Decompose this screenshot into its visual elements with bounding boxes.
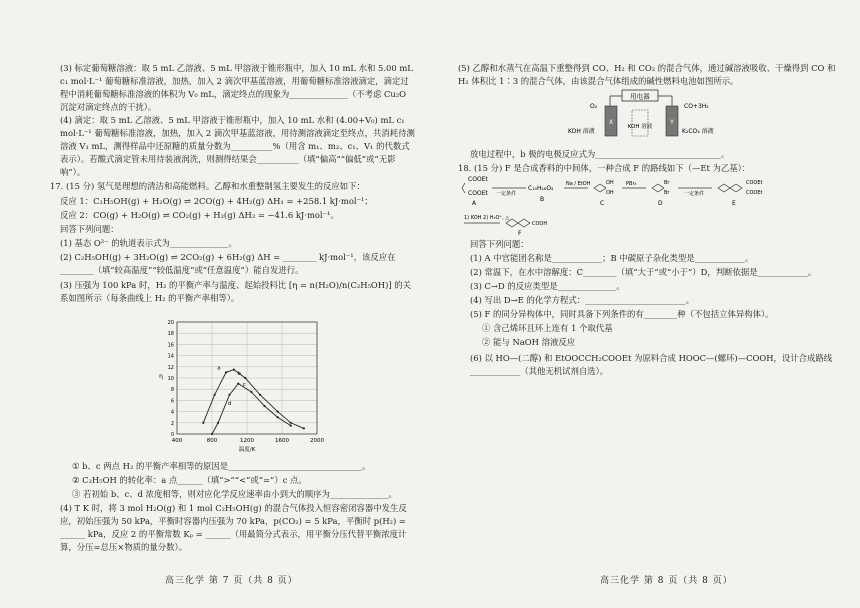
q17-title: 17. (15 分) 氢气是理想的清洁和高能燃料。乙醇和水重整制氢主要发生的反应如下： <box>50 181 365 191</box>
y-tick-label: 16 <box>167 342 174 349</box>
synthesis-scheme <box>460 175 840 237</box>
q17-3: (3) 压强为 100 kPa 时，H₂ 的平衡产率与温度、起始投料比 [η = n(H₂O)/n(C₂H₅OH)] 的关系如图所示（每条曲线上 H₂ 的平衡产率相等）。 <box>60 280 412 303</box>
label-d: D <box>658 200 663 207</box>
q17-3-c: ③ 若初始 b、c、d 浓度相等，则对应化学反应速率由小到大的顺序为______________。 <box>72 489 397 499</box>
k2co3-label: K₂CO₃ 溶液 <box>682 128 714 135</box>
koh-mid-label: KOH 溶液 <box>627 124 653 130</box>
formula-b: C₁₀H₁₈O₄ <box>528 185 554 192</box>
data-point <box>277 411 279 413</box>
y-tick-label: 0 <box>170 432 174 438</box>
data-point <box>233 369 235 371</box>
svg-text:COOEt: COOEt <box>746 180 763 186</box>
q17-5-end: 放电过程中，b 极的电极反应式为______________________________。 <box>470 149 730 159</box>
label-f: F <box>518 230 522 237</box>
q18-answer-prompt: 回答下列问题： <box>470 239 529 249</box>
data-point <box>225 371 227 373</box>
q18-5: (5) F 的同分异构体中，同时具备下列条件的有________种（不包括立体异构体）。 <box>470 309 774 319</box>
reaction-2: 反应 2：CO(g) + H₂O(g) ⇌ CO₂(g) + H₂(g) ΔH₂ = −41.6 kJ·mol⁻¹。 <box>60 210 339 220</box>
data-point <box>277 416 279 418</box>
x-tick-label: 2000 <box>310 438 324 444</box>
reaction-1: 反应 1：C₂H₅OH(g) + H₂O(g) ⇌ 2CO(g) + 4H₂(g) ΔH₁ = +258.1 kJ·mol⁻¹； <box>60 196 373 206</box>
y-tick-label: 20 <box>167 320 174 326</box>
q4-titration-paragraph: (4) 滴定：取 5 mL 乙溶液、5 mL 甲溶液于锥形瓶中，加入 10 mL 水和 (4.00+V₀) mL c₁ mol·L⁻¹ 葡萄糖标准溶液，加热，加入 2 滴次甲基蓝溶液，用待测溶液滴定至终点，共消耗待测溶液 V₁ mL，测得样品中还原糖的质量分数为__________%（用含 m₁、m₂、c₁、V₁ 的代数式表示）。若酸式滴定管未用待装液润洗，则测得结果会__________（填“偏高”“偏低”或“无影响”）。 <box>60 115 415 177</box>
cond-3: PBr₃ <box>626 181 637 187</box>
y-tick-label: 12 <box>167 364 174 371</box>
data-point <box>217 422 219 424</box>
q18-4: (4) 写出 D→E 的化学方程式：________________________。 <box>470 295 694 305</box>
data-point <box>259 394 261 396</box>
q18-2: (2) 常温下，在水中溶解度：C________（填“大于”或“小于”）D，判断依据是____________。 <box>470 267 817 277</box>
data-point <box>202 422 204 424</box>
gas-label: CO+3H₂ <box>684 103 709 110</box>
data-point <box>290 425 292 427</box>
q17-3-b: ② C₂H₅OH 的转化率：a 点______（填“>”“<”或“=”）c 点。 <box>72 475 307 485</box>
y-tick-label: 2 <box>170 420 174 427</box>
q17-1: (1) 基态 O²⁻ 的轨道表示式为______________。 <box>60 238 237 248</box>
label-c: C <box>600 200 605 207</box>
answer-prompt: 回答下列问题： <box>60 224 119 234</box>
data-point <box>290 422 292 424</box>
svg-text:COOEt: COOEt <box>468 176 488 183</box>
svg-text:Br: Br <box>664 180 670 186</box>
cond-5: 1) KOH 2) H₃O⁺, △ <box>464 215 510 221</box>
data-point <box>263 405 265 407</box>
data-point <box>237 383 239 385</box>
q18-3: (3) C→D 的反应类型是______________。 <box>470 281 625 291</box>
electrode-y: Y <box>670 119 674 126</box>
data-point <box>244 377 246 379</box>
point-label-c: c <box>242 381 246 388</box>
q17-4: (4) T K 时，将 3 mol H₂O(g) 和 1 mol C₂H₅OH(g) 的混合气体投入恒容密闭容器中发生反应，初始压强为 50 kPa，平衡时容器内压强为 70 kPa，p(CO₂) = 5 kPa，平衡时 p(H₂) = ______ kPa，反应 2 的平衡常数 Kₚ = ______（用最简分式表示，用平衡分压代替平衡浓度计算，分压=总压×物质的量分数）。 <box>60 503 407 552</box>
appliance-label: 用电器 <box>630 92 650 101</box>
x-tick-label: 400 <box>171 438 183 444</box>
x-tick-label: 800 <box>206 438 218 444</box>
q18-title: 18. (15 分) F 是合成香料的中间体，一种合成 F 的路线如下（—Et 为乙基）： <box>458 163 751 173</box>
q17-2: (2) C₂H₅OH(g) + 3H₂O(g) ⇌ 2CO₂(g) + 6H₂(g) ΔH = ________ kJ·mol⁻¹，该反应在________（填“较高温度”“较低温度”或“任意温度”）能自发进行。 <box>60 252 396 275</box>
y-tick-label: 10 <box>167 376 174 382</box>
h2-yield-chart <box>155 318 330 458</box>
q3-paragraph: (3) 标定葡萄糖溶液：取 5 mL 乙溶液、5 mL 甲溶液于锥形瓶中，加入 10 mL 水和 5.00 mL c₁ mol·L⁻¹ 葡萄糖标准溶液，加热，加入 2 滴次甲基蓝溶液，用葡萄糖标准溶液滴定，滴定过程中消耗葡萄糖标准溶液的体积为 V₀ mL，滴定终点的现象为______________（不考虑 Cu₂O 沉淀对滴定终点的干扰）。 <box>60 63 413 112</box>
y-tick-label: 4 <box>170 409 174 416</box>
svg-text:COOEt: COOEt <box>468 190 488 197</box>
y-tick-label: 6 <box>170 398 174 405</box>
data-point <box>228 394 230 396</box>
left-footer: 高三化学 第 7 页（共 8 页） <box>165 576 298 586</box>
o2-label: O₂ <box>590 103 598 110</box>
cond-4: 一定条件 <box>684 191 705 197</box>
label-e: E <box>732 200 736 207</box>
y-tick-label: 8 <box>170 387 174 394</box>
y-tick-label: 18 <box>167 331 174 338</box>
svg-text:Br: Br <box>664 190 670 196</box>
x-tick-label: 1600 <box>275 438 289 444</box>
svg-text:OH: OH <box>606 180 614 186</box>
fuel-cell-diagram <box>560 88 740 146</box>
point-label-b: b <box>237 371 241 378</box>
point-label-a: a <box>217 365 221 372</box>
data-point <box>303 427 305 429</box>
data-point <box>214 394 216 396</box>
label-a: A <box>472 200 477 207</box>
x-axis-label: 温度/K <box>238 447 256 453</box>
q18-5-a: ① 含己烯环且环上连有 1 个取代基 <box>482 323 613 333</box>
right-page <box>430 0 860 608</box>
point-label-d: d <box>227 400 232 407</box>
koh-left-label: KOH 溶液 <box>568 128 595 135</box>
q17-5: (5) 乙醇和水蒸气在高温下重整得到 CO、H₂ 和 CO₂ 的混合气体，通过碱溶液吸收、干燥得到 CO 和 H₂ 体积比 1∶3 的混合气体，由该混合气体组成的碱性燃料电池如图所示。 <box>458 63 836 86</box>
series-line-1 <box>203 370 304 429</box>
right-footer: 高三化学 第 8 页（共 8 页） <box>600 576 733 586</box>
svg-text:COOH: COOH <box>532 221 548 227</box>
svg-text:OH: OH <box>606 190 614 196</box>
data-point <box>211 433 213 435</box>
x-tick-label: 1200 <box>240 438 254 444</box>
q17-3-a: ① b、c 两点 H₂ 的平衡产率相等的原因是________________________________。 <box>72 461 371 471</box>
electrode-x: X <box>608 119 614 126</box>
q18-5-b: ② 能与 NaOH 溶液反应 <box>482 337 576 347</box>
data-point <box>250 391 252 393</box>
y-axis-label: η <box>159 373 163 380</box>
q18-1: (1) A 中官能团名称是____________；B 中碳原子杂化类型是____________。 <box>470 253 754 263</box>
q18-6: (6) 以 HO—(二醇) 和 EtOOCCH₂COOEt 为原料合成 HOOC—(螺环)—COOH，设计合成路线____________（其他无机试剂自选）。 <box>470 353 833 376</box>
label-b: B <box>540 196 545 203</box>
cond-2: Na / EtOH <box>566 181 591 187</box>
cond-1: 一定条件 <box>496 191 517 197</box>
y-tick-label: 14 <box>167 353 174 360</box>
svg-text:COOEt: COOEt <box>746 190 763 196</box>
